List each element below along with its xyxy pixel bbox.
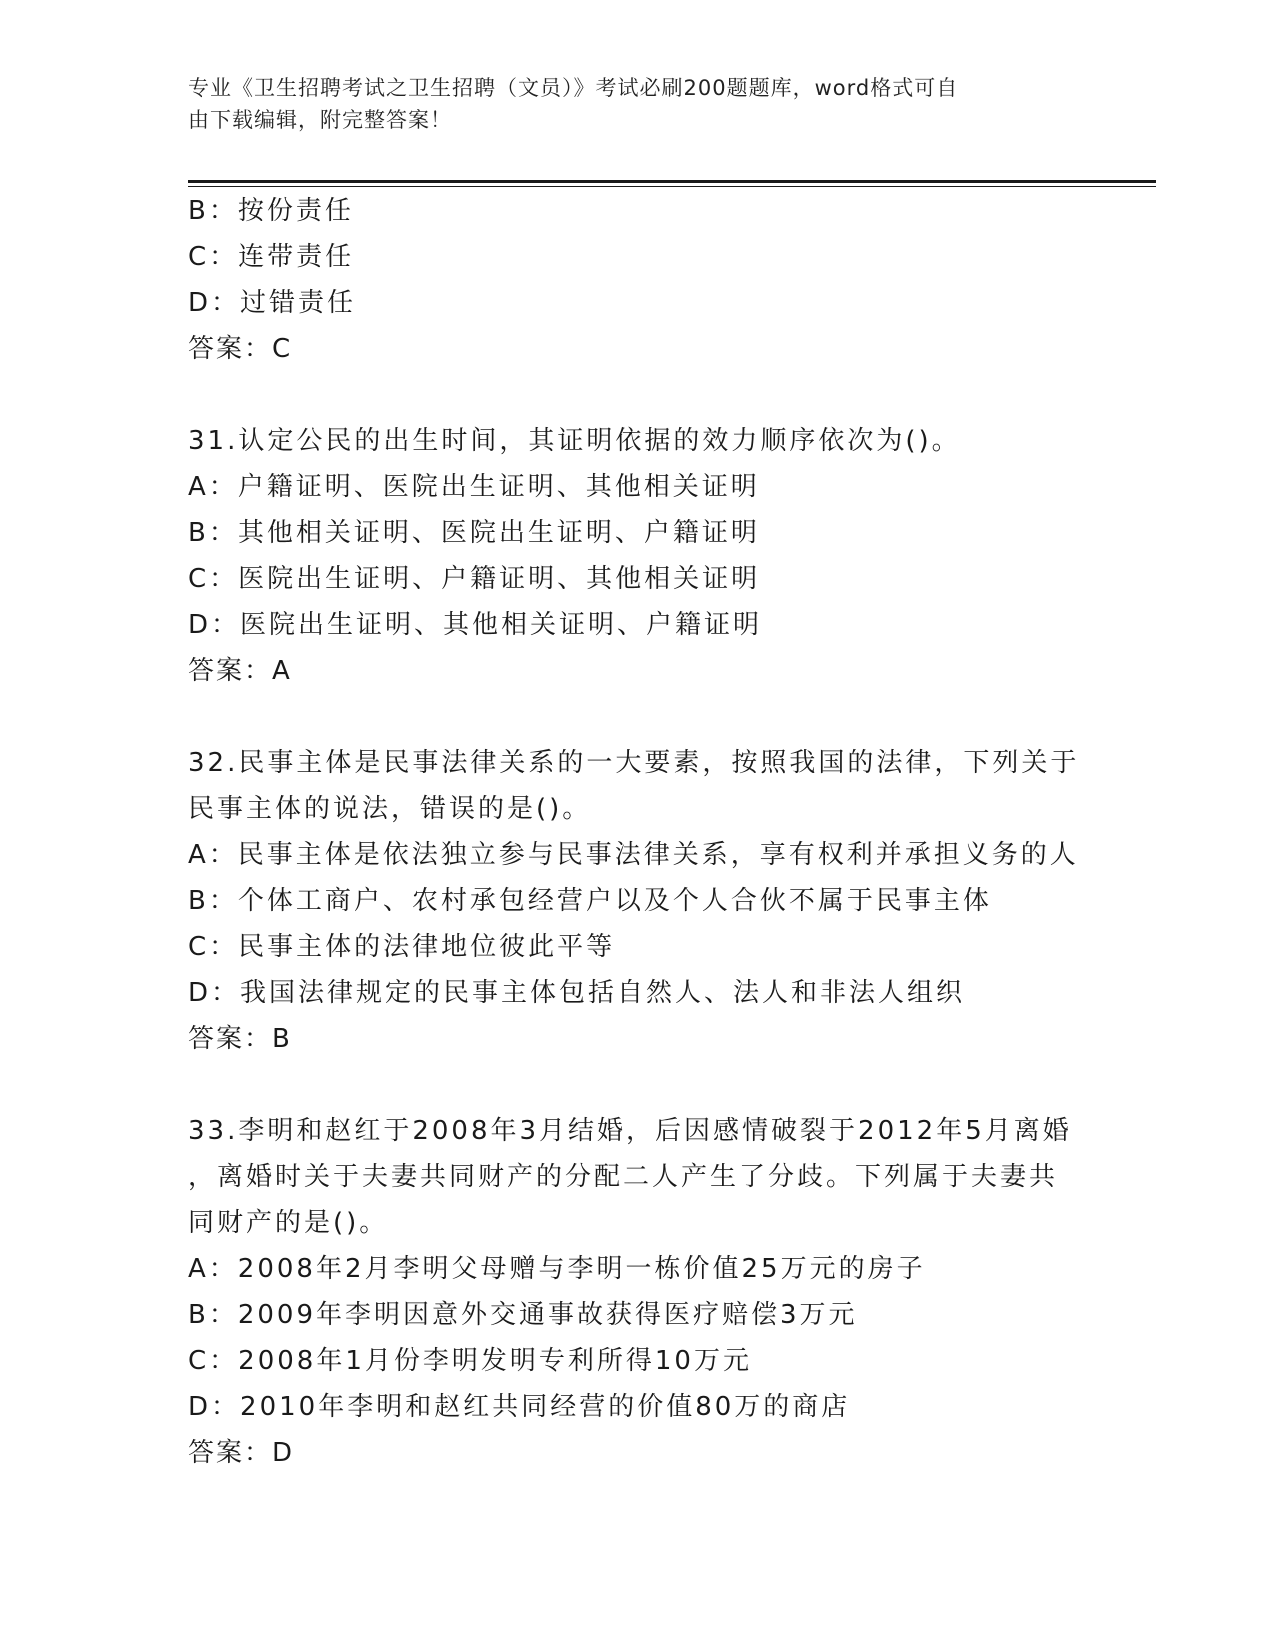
option-a: A：户籍证明、医院出生证明、其他相关证明 xyxy=(188,472,760,502)
option-a: A：民事主体是依法独立参与民事法律关系，享有权利并承担义务的人 xyxy=(188,840,1079,870)
option-d: D：医院出生证明、其他相关证明、户籍证明 xyxy=(188,610,763,640)
option-b: B：2009年李明因意外交通事故获得医疗赔偿3万元 xyxy=(188,1300,858,1330)
option-b: B：个体工商户、农村承包经营户以及个人合伙不属于民事主体 xyxy=(188,886,992,916)
answer-line: 答案：B xyxy=(188,1024,292,1054)
answer-line: 答案：C xyxy=(188,334,293,364)
question-stem: 31.认定公民的出生时间，其证明依据的效力顺序依次为()。 xyxy=(188,426,961,456)
page-header xyxy=(188,72,1068,136)
option-d: D：我国法律规定的民事主体包括自然人、法人和非法人组织 xyxy=(188,978,966,1008)
option-c: C：连带责任 xyxy=(188,242,355,272)
option-c: C：2008年1月份李明发明专利所得10万元 xyxy=(188,1346,752,1376)
option-a: A：2008年2月李明父母赠与李明一栋价值25万元的房子 xyxy=(188,1254,926,1284)
spacer xyxy=(188,372,1088,418)
option-c: C：医院出生证明、户籍证明、其他相关证明 xyxy=(188,564,761,594)
header-line-1: 专业《卫生招聘考试之卫生招聘（文员）》考试必刷200题题库，word格式可自 xyxy=(188,76,959,100)
question-stem: 32.民事主体是民事法律关系的一大要素，按照我国的法律，下列关于 xyxy=(188,748,1080,778)
option-c: C：民事主体的法律地位彼此平等 xyxy=(188,932,616,962)
header-rule-thin xyxy=(188,186,1156,187)
option-d: D：过错责任 xyxy=(188,288,357,318)
question-33 xyxy=(188,1108,1088,1476)
option-b: B：其他相关证明、医院出生证明、户籍证明 xyxy=(188,518,760,548)
spacer xyxy=(188,694,1088,740)
question-stem: ，离婚时关于夫妻共同财产的分配二人产生了分歧。下列属于夫妻共 xyxy=(188,1162,1059,1192)
option-d: D：2010年李明和赵红共同经营的价值80万的商店 xyxy=(188,1392,851,1422)
header-line-2: 由下载编辑，附完整答案！ xyxy=(188,108,452,132)
question-31 xyxy=(188,418,1088,694)
question-stem: 民事主体的说法，错误的是()。 xyxy=(188,794,592,824)
header-rule-thick xyxy=(188,180,1156,183)
question-stem: 同财产的是()。 xyxy=(188,1208,389,1238)
answer-line: 答案：D xyxy=(188,1438,295,1468)
question-32 xyxy=(188,740,1088,1062)
question-stem: 33.李明和赵红于2008年3月结婚，后因感情破裂于2012年5月离婚 xyxy=(188,1116,1072,1146)
document-body xyxy=(188,188,1088,1476)
answer-line: 答案：A xyxy=(188,656,292,686)
option-b: B：按份责任 xyxy=(188,196,354,226)
spacer xyxy=(188,1062,1088,1108)
question-30-continued xyxy=(188,188,1088,372)
